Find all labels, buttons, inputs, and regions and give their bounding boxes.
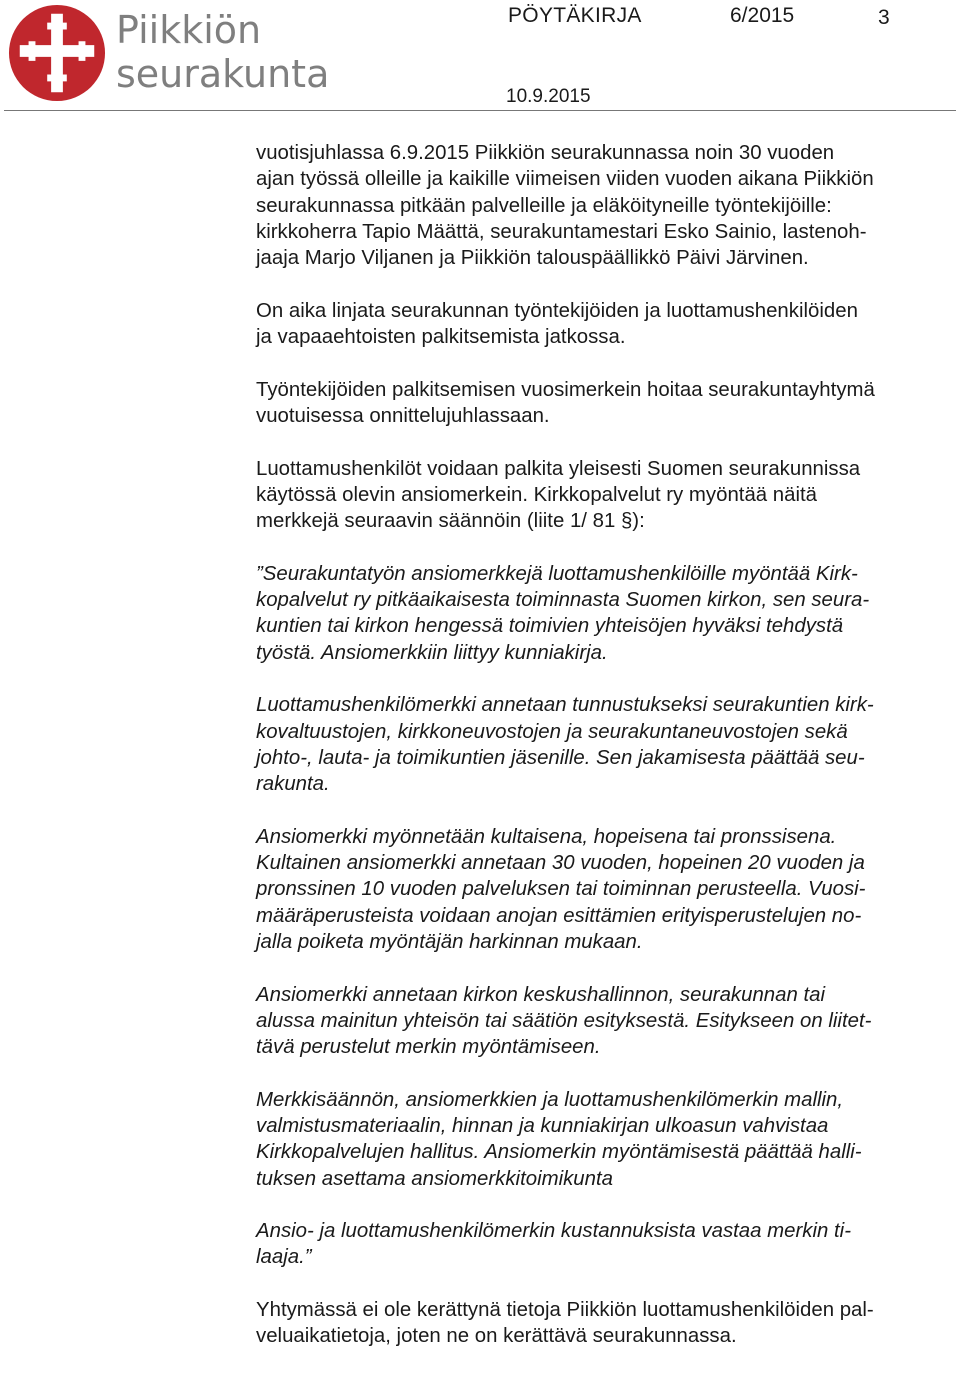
text-line: pronssinen 10 vuoden palveluksen tai toiminnan perusteella. Vuosi- [256, 878, 866, 901]
text-line: johto-, lauta- ja toimikuntien jäsenille. Sen jakamisesta päättää seu- [256, 746, 865, 769]
page-number: 3 [878, 6, 890, 29]
quoted-paragraph [256, 982, 956, 1061]
text-line: Työntekijöiden palkitsemisen vuosimerkein hoitaa seurakuntayhtymä [256, 378, 875, 401]
text-line: seurakunnassa pitkään palvelleille ja eläköityneille työntekijöille: [256, 194, 832, 217]
text-line: On aika linjata seurakunnan työntekijöiden ja luottamushenkilöiden [256, 299, 858, 322]
text-line: rakunta. [256, 773, 330, 796]
org-name-line1: Piikkiön [116, 8, 262, 52]
text-line: käytössä olevin ansiomerkein. Kirkkopalvelut ry myöntää näitä [256, 483, 818, 506]
text-line: jaaja Marjo Viljanen ja Piikkiön talouspäällikkö Päivi Järvinen. [256, 247, 809, 270]
text-line: määräperusteista voidaan anojan esittämien erityisperustelujen no- [256, 904, 862, 927]
text-line: Luottamushenkilömerkki annetaan tunnustukseksi seurakuntien kirk- [256, 694, 874, 717]
text-line: Ansiomerkki annetaan kirkon keskushallinnon, seurakunnan tai [256, 983, 826, 1006]
quoted-paragraph [256, 692, 956, 797]
text-line: Kirkkopalvelujen hallitus. Ansiomerkin myöntämisestä päättää halli- [256, 1141, 862, 1164]
text-line: Ansiomerkki myönnetään kultaisena, hopeisena tai pronssisena. [256, 825, 837, 848]
text-line: veluaikatietoja, joten ne on kerättävä seurakunnassa. [256, 1325, 737, 1348]
quoted-paragraph [256, 1218, 956, 1271]
paragraph [256, 456, 956, 535]
document-date: 10.9.2015 [506, 86, 591, 107]
quoted-paragraph [256, 824, 956, 955]
org-name [116, 8, 329, 96]
document-number: 6/2015 [730, 4, 795, 27]
text-line: merkkejä seuraavin säännöin (liite 1/ 81 §): [256, 510, 645, 533]
text-line: Luottamushenkilöt voidaan palkita yleisesti Suomen seurakunnissa [256, 457, 861, 480]
quoted-paragraph [256, 561, 956, 666]
text-line: Ansio- ja luottamushenkilömerkin kustannuksista vastaa merkin ti- [256, 1220, 851, 1243]
org-name-line2: seurakunta [116, 52, 330, 96]
text-line: vuotisjuhlassa 6.9.2015 Piikkiön seurakunnassa noin 30 vuoden [256, 142, 835, 164]
document-header [0, 0, 960, 118]
cross-in-circle-icon [8, 4, 106, 102]
text-line: kuntien tai kirkon hengessä toimivien yhteisöjen hyväksi tehdystä [256, 615, 844, 638]
text-line: kirkkoherra Tapio Määttä, seurakuntamestari Esko Sainio, lastenoh- [256, 220, 867, 243]
text-line: laaja.” [256, 1246, 312, 1269]
paragraph [256, 377, 956, 430]
text-line: ajan työssä olleille ja kaikille viimeisen viiden vuoden aikana Piikkiön [256, 168, 874, 191]
document-type: PÖYTÄKIRJA [508, 4, 642, 27]
quoted-paragraph [256, 1087, 956, 1192]
text-line: tuksen asettama ansiomerkkitoimikunta [256, 1167, 613, 1190]
header-divider [4, 110, 956, 111]
text-line: alussa mainitun yhteisön tai säätiön esityksestä. Esitykseen on liitet- [256, 1009, 872, 1032]
text-line: jalla poiketa myöntäjän harkinnan mukaan. [256, 930, 643, 953]
text-line: Merkkisäännön, ansiomerkkien ja luottamushenkilömerkin mallin, [256, 1088, 844, 1111]
text-line: ”Seurakuntatyön ansiomerkkejä luottamushenkilöille myöntää Kirk- [256, 562, 858, 585]
paragraph [256, 140, 956, 271]
text-line: Yhtymässä ei ole kerättynä tietoja Piikkiön luottamushenkilöiden pal- [256, 1299, 874, 1322]
text-line: Kultainen ansiomerkki annetaan 30 vuoden, hopeinen 20 vuoden ja [256, 852, 865, 875]
paragraph [256, 298, 956, 351]
text-line: ja vapaaehtoisten palkitsemista jatkossa. [256, 326, 626, 349]
text-line: kovaltuustojen, kirkkoneuvostojen ja seurakuntaneuvostojen sekä [256, 720, 848, 743]
text-line: kopalvelut ry pitkäaikaisesta toiminnasta Suomen kirkon, sen seura- [256, 589, 870, 612]
text-line: valmistusmateriaalin, hinnan ja kunniakirjan ulkoasun vahvistaa [256, 1114, 829, 1137]
text-line: tävä perustelut merkin myöntämiseen. [256, 1036, 601, 1059]
text-line: vuotuisessa onnittelujuhlassaan. [256, 404, 550, 427]
paragraph [256, 1297, 956, 1350]
text-line: työstä. Ansiomerkkiin liittyy kunniakirja. [256, 641, 608, 664]
document-body [256, 140, 956, 1376]
